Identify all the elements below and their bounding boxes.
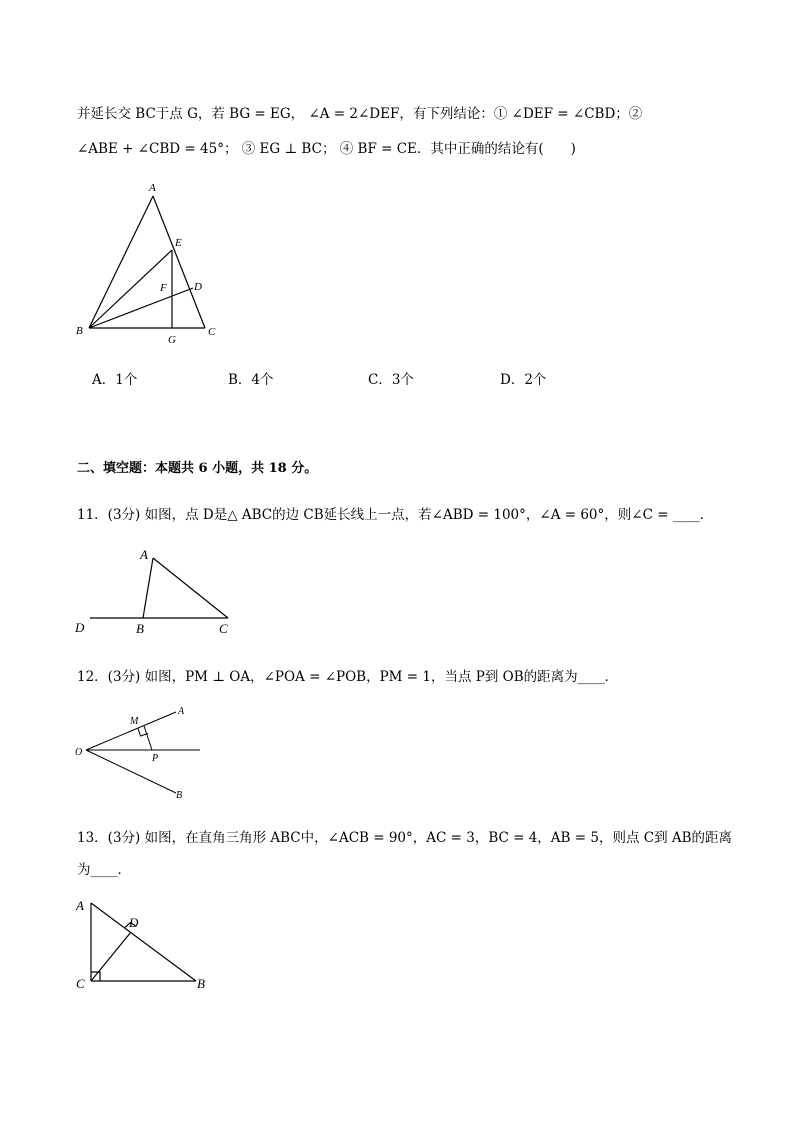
- label-B: B: [136, 621, 144, 636]
- option-d: D．2个: [500, 372, 547, 388]
- label-B: B: [76, 325, 83, 337]
- edge-ab: [143, 558, 153, 618]
- label-A: A: [76, 898, 84, 913]
- edge-ab: [91, 903, 196, 981]
- option-c: C．3个: [368, 372, 414, 388]
- label-D: D: [129, 915, 139, 930]
- label-E: E: [175, 237, 182, 249]
- edge-ac: [153, 558, 228, 618]
- label-A: A: [149, 182, 156, 194]
- q10-text-line1: 并延长交 BC于点 G，若 BG = EG， ∠A = 2∠DEF，有下列结论：① ∠DEF = ∠CBD；②: [77, 106, 643, 122]
- segment-pm: [144, 726, 152, 750]
- section-title: 二、填空题：本题共 6 小题，共 18 分。: [77, 461, 318, 476]
- q12-text: 12．(3分) 如图，PM ⊥ OA，∠POA = ∠POB，PM = 1，当点 P到 OB的距离为____．: [77, 669, 619, 685]
- q13-text-line2: 为____．: [77, 862, 131, 878]
- label-F: F: [160, 282, 167, 294]
- label-O: O: [75, 747, 83, 758]
- label-D: D: [75, 620, 85, 635]
- edge-ab: [89, 196, 153, 328]
- q13-figure: [70, 895, 220, 995]
- label-A: A: [178, 706, 185, 717]
- label-A: A: [140, 547, 148, 562]
- option-b: B．4个: [228, 372, 274, 388]
- label-C: C: [76, 976, 85, 991]
- q11-text: 11．(3分) 如图，点 D是△ ABC的边 CB延长线上一点，若∠ABD = 100°，∠A = 60°，则∠C = ____．: [77, 507, 714, 523]
- q12-figure: [70, 700, 210, 805]
- ray-ob: [86, 750, 176, 793]
- q10-figure: [70, 178, 230, 348]
- label-M: M: [130, 716, 139, 727]
- label-G: G: [168, 334, 176, 346]
- label-D: D: [194, 281, 202, 293]
- label-C: C: [208, 326, 216, 338]
- segment-bd: [89, 288, 193, 328]
- altitude-cd: [91, 932, 131, 981]
- label-P: P: [152, 753, 159, 764]
- q13-text-line1: 13．(3分) 如图，在直角三角形 ABC中，∠ACB = 90°，AC = 3，BC = 4，AB = 5，则点 C到 AB的距离: [77, 830, 733, 846]
- q11-figure: [70, 545, 240, 640]
- edge-ac: [153, 196, 205, 328]
- label-B: B: [176, 790, 183, 801]
- label-B: B: [197, 976, 205, 991]
- q10-text-line2: ∠ABE + ∠CBD = 45°； ③ EG ⊥ BC； ④ BF = CE．其中正确的结论有( ): [77, 141, 576, 157]
- label-C: C: [219, 621, 228, 636]
- option-a: A．1个: [92, 372, 138, 388]
